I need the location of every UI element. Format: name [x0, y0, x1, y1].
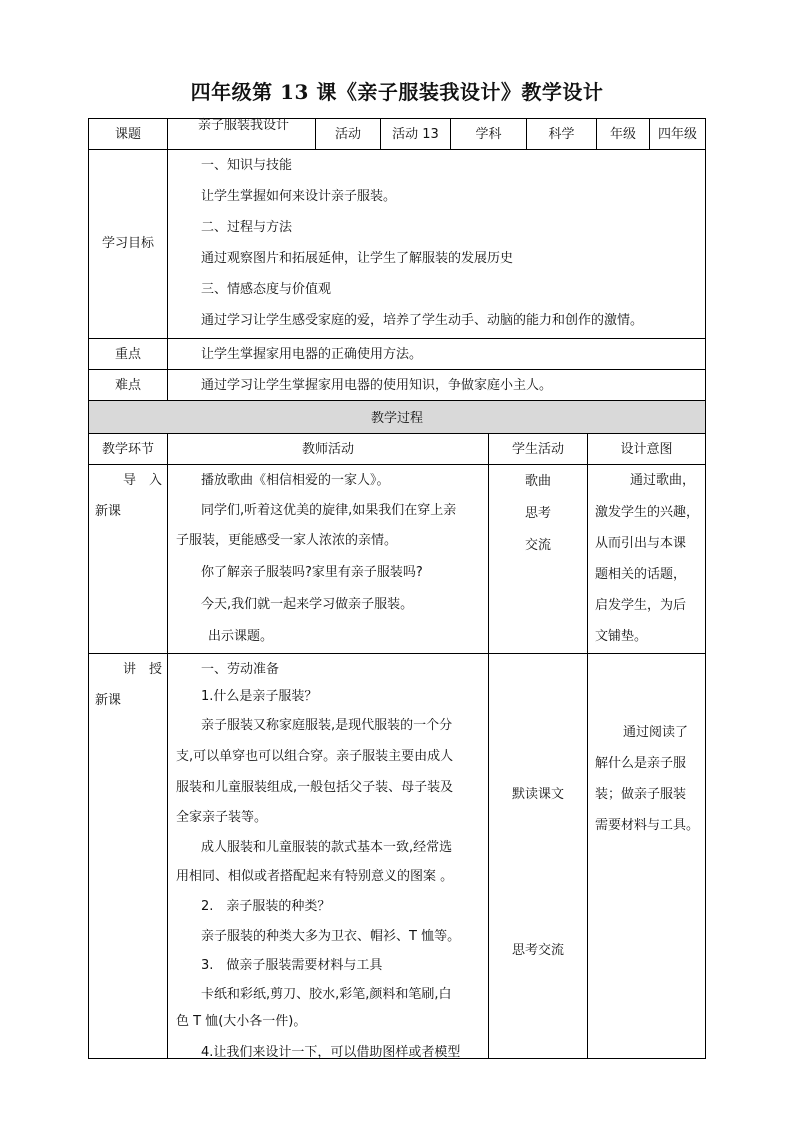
teacher-line: 今天,我们就一起来学习做亲子服装。	[201, 597, 414, 612]
label-course: 课题	[114, 127, 141, 142]
intent-line: 通过歌曲，	[630, 473, 696, 488]
intent-line: 激发学生的兴趣，	[595, 505, 700, 520]
objective-line: 通过观察图片和拓展延伸，让学生了解服装的发展历史	[201, 251, 514, 266]
cell-subject	[526, 118, 597, 150]
intent-line: 从而引出与本课	[595, 536, 687, 551]
teacher-line: 亲子服装的种类大多为卫衣、帽衫、T 恤等。	[201, 929, 461, 944]
course-name: 亲子服装我设计	[198, 118, 290, 133]
student-activity: 交流	[524, 538, 551, 553]
student-activity: 默读课文	[511, 787, 564, 802]
teacher-line: 色 T 恤(大小各一件)。	[176, 1014, 307, 1029]
teacher-line: 亲子服装又称家庭服装,是现代服装的一个分	[201, 718, 453, 733]
label-focus: 重点	[114, 347, 141, 362]
column-student: 学生活动	[511, 442, 564, 457]
intent-line: 文铺垫。	[595, 629, 648, 644]
cell-focus	[167, 338, 706, 370]
process-header: 教学过程	[370, 411, 423, 426]
label-activity: 活动	[334, 127, 361, 142]
cell-objectives	[167, 149, 706, 339]
subject-value: 科学	[548, 127, 575, 142]
teacher-line: 全家亲子装等。	[176, 810, 268, 825]
teacher-line: 支,可以单穿也可以组合穿。亲子服装主要由成人	[176, 749, 454, 764]
lecture-stage-line2: 新课	[95, 693, 122, 708]
col-teacher-header	[167, 433, 489, 465]
teacher-line: 同学们,听着这优美的旋律,如果我们在穿上亲	[201, 503, 457, 518]
teacher-line: 服装和儿童服装组成,一般包括父子装、母子装及	[176, 780, 454, 795]
cell-objectives-label	[88, 149, 168, 339]
lecture-intent-cell	[587, 653, 706, 1059]
lecture-stage-cell	[88, 653, 168, 1059]
column-teacher: 教师活动	[301, 442, 354, 457]
intent-line: 解什么是亲子服	[595, 756, 687, 771]
student-activity: 思考交流	[511, 943, 564, 958]
intro-teacher-cell	[167, 464, 489, 654]
intro-stage-line1: 导 入	[123, 473, 163, 488]
intent-line: 需要材料与工具。	[595, 818, 700, 833]
column-stage: 教学环节	[101, 442, 154, 457]
teacher-line: 1.什么是亲子服装？	[201, 689, 318, 704]
cell-grade	[649, 118, 706, 150]
intro-student-cell	[488, 464, 588, 654]
objective-line: 二、过程与方法	[201, 220, 293, 235]
intent-line: 题相关的话题，	[595, 567, 687, 582]
objective-line: 让学生掌握如何来设计亲子服装。	[201, 189, 397, 204]
cell-course	[167, 118, 316, 150]
activity-value: 活动 13	[392, 127, 439, 142]
intent-line: 装；做亲子服装	[595, 787, 687, 802]
objective-line: 通过学习让学生感受家庭的爱，培养了学生动手、动脑的能力和创作的激情。	[201, 313, 644, 328]
label-grade: 年级	[609, 127, 636, 142]
col-stage-header	[88, 433, 168, 465]
intro-stage-cell	[88, 464, 168, 654]
cell-course-label	[88, 118, 168, 150]
cell-difficulty	[167, 369, 706, 401]
teacher-line: 2. 亲子服装的种类？	[201, 899, 331, 914]
teacher-line: 4.让我们来设计一下，可以借助图样或者模型	[201, 1045, 461, 1060]
col-student-header	[488, 433, 588, 465]
lecture-stage-line1: 讲 授	[123, 662, 163, 677]
column-intent: 设计意图	[620, 442, 673, 457]
teacher-line: 成人服装和儿童服装的款式基本一致,经常选	[201, 840, 453, 855]
teacher-line: 卡纸和彩纸,剪刀、胶水,彩笔,颜料和笔刷,白	[201, 987, 452, 1002]
intro-stage-line2: 新课	[95, 504, 122, 519]
teacher-line: 一、劳动准备	[201, 662, 280, 677]
cell-activity-label	[315, 118, 381, 150]
teacher-line: 播放歌曲《相信相爱的一家人》。	[201, 473, 390, 488]
lecture-teacher-cell	[167, 653, 489, 1059]
intent-line: 启发学生，为后	[595, 598, 687, 613]
objective-line: 一、知识与技能	[201, 158, 293, 173]
cell-subject-label	[450, 118, 527, 150]
document-title: 四年级第 13 课《亲子服装我设计》教学设计	[190, 80, 604, 104]
intro-intent-cell	[587, 464, 706, 654]
cell-grade-label	[596, 118, 650, 150]
teacher-line: 你了解亲子服装吗?家里有亲子服装吗?	[201, 565, 423, 580]
grade-value: 四年级	[657, 127, 697, 142]
label-difficulty: 难点	[114, 378, 141, 393]
cell-focus-label	[88, 338, 168, 370]
objective-line: 三、情感态度与价值观	[201, 282, 332, 297]
teacher-line: 子服装，更能感受一家人浓浓的亲情。	[176, 533, 398, 548]
difficulty-text: 通过学习让学生掌握家用电器的使用知识，争做家庭小主人。	[201, 378, 553, 393]
lecture-student-cell	[488, 653, 588, 1059]
col-intent-header	[587, 433, 706, 465]
teacher-line: 3. 做亲子服装需要材料与工具	[201, 958, 383, 973]
label-subject: 学科	[475, 127, 502, 142]
label-objectives: 学习目标	[101, 236, 154, 251]
student-activity: 思考	[524, 506, 551, 521]
student-activity: 歌曲	[524, 474, 551, 489]
cell-activity	[380, 118, 451, 150]
process-header-cell	[88, 400, 706, 434]
teacher-line: 出示课题。	[208, 629, 274, 644]
focus-text: 让学生掌握家用电器的正确使用方法。	[201, 347, 423, 362]
cell-difficulty-label	[88, 369, 168, 401]
teacher-line: 用相同、相似或者搭配起来有特别意义的图案 。	[176, 869, 454, 884]
intent-line: 通过阅读了	[623, 725, 689, 740]
